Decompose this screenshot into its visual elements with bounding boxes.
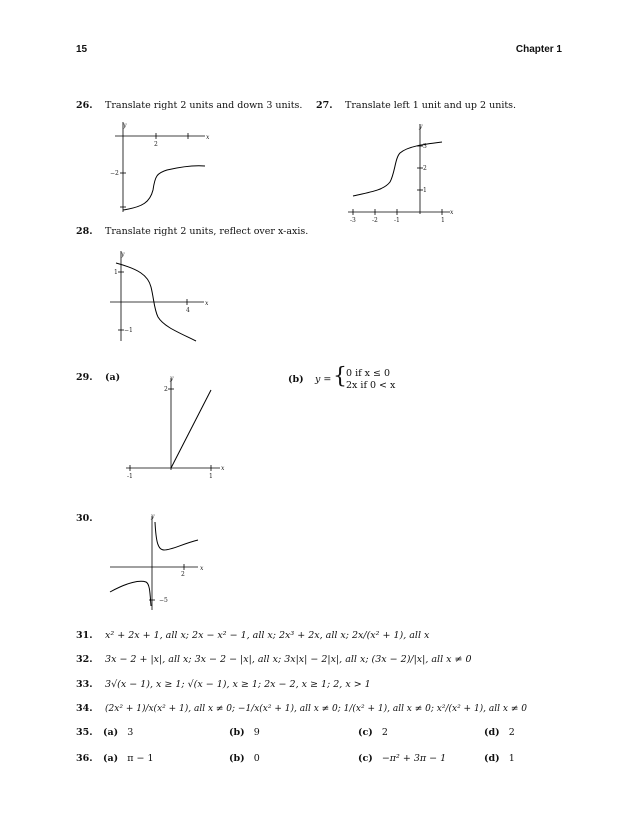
x-tick-label: -3 bbox=[350, 217, 356, 224]
problem-text: Translate right 2 units, reflect over x-axis. bbox=[105, 226, 309, 237]
part-d-label: (d) bbox=[484, 727, 500, 738]
problem-28 bbox=[76, 226, 308, 237]
problem-text: (2x² + 1)/x(x² + 1), all x ≠ 0; −1/x(x² + 1), all x ≠ 0; 1/(x² + 1), all x ≠ 0; x²/(x² + 1), all x ≠ 0 bbox=[105, 704, 527, 714]
piecewise-brace: { bbox=[333, 364, 347, 389]
problem-number: 34. bbox=[76, 703, 93, 714]
problem-text: Translate right 2 units and down 3 units. bbox=[105, 100, 303, 111]
graph-28 bbox=[108, 247, 228, 347]
problem-text: 3x − 2 + |x|, all x; 3x − 2 − |x|, all x; 3x|x| − 2|x|, all x; (3x − 2)/|x|, all x ≠ 0 bbox=[105, 654, 472, 665]
part-b-answer: 0 bbox=[253, 753, 260, 764]
piecewise-case-1: 0 if x ≤ 0 bbox=[346, 368, 391, 379]
chapter-title: Chapter 1 bbox=[515, 44, 562, 55]
x-axis-label: x bbox=[206, 134, 210, 141]
problem-34 bbox=[76, 703, 527, 714]
part-a-label: (a) bbox=[105, 372, 121, 383]
y-axis-label: y bbox=[170, 375, 174, 382]
page-number: 15 bbox=[76, 44, 88, 55]
y-tick-label: 1 bbox=[423, 187, 427, 194]
problem-number: 36. bbox=[76, 753, 93, 764]
problem-number: 28. bbox=[76, 226, 93, 237]
y-tick-label: 3 bbox=[423, 143, 427, 150]
x-tick-label: -1 bbox=[394, 217, 400, 224]
x-tick-label: 2 bbox=[154, 141, 158, 148]
part-a-label: (a) bbox=[103, 753, 119, 764]
y-axis-label: y bbox=[123, 122, 127, 129]
y-axis-label: y bbox=[121, 251, 125, 258]
graph-27 bbox=[346, 118, 466, 228]
graph-30 bbox=[108, 510, 218, 616]
y-tick-label: −1 bbox=[124, 327, 133, 334]
problem-26 bbox=[76, 100, 302, 111]
part-d-answer: 2 bbox=[508, 727, 515, 738]
part-b-answer: 9 bbox=[253, 727, 260, 738]
x-axis-label: x bbox=[221, 465, 225, 472]
y-axis-label: y bbox=[151, 513, 155, 520]
problem-number: 30. bbox=[76, 513, 93, 524]
graph-29 bbox=[122, 372, 232, 492]
problem-36 bbox=[76, 753, 566, 764]
problem-number: 32. bbox=[76, 654, 93, 665]
x-tick-label: 2 bbox=[181, 571, 185, 578]
y-axis-label: y bbox=[419, 123, 423, 130]
problem-31 bbox=[76, 630, 429, 641]
problem-30 bbox=[76, 513, 102, 524]
part-b-label: (b) bbox=[229, 753, 245, 764]
x-axis-label: x bbox=[205, 300, 209, 307]
x-tick-label: 4 bbox=[186, 307, 190, 314]
problem-27 bbox=[316, 100, 516, 111]
problem-29b bbox=[288, 374, 331, 385]
equation-lhs: y = bbox=[315, 374, 332, 385]
y-tick-label: −5 bbox=[159, 597, 168, 604]
part-b-label: (b) bbox=[288, 374, 304, 385]
x-tick-label: -2 bbox=[372, 217, 378, 224]
problem-text: x² + 2x + 1, all x; 2x − x² − 1, all x; 2x³ + 2x, all x; 2x/(x² + 1), all x bbox=[105, 630, 430, 641]
problem-number: 29. bbox=[76, 372, 93, 383]
problem-number: 27. bbox=[316, 100, 333, 111]
part-c-label: (c) bbox=[358, 753, 373, 764]
part-a-answer: 3 bbox=[127, 727, 134, 738]
problem-32 bbox=[76, 654, 472, 665]
x-tick-label: 1 bbox=[209, 473, 213, 480]
part-c-answer: −π² + 3π − 1 bbox=[381, 753, 447, 764]
part-b-label: (b) bbox=[229, 727, 245, 738]
y-tick-label: 2 bbox=[423, 165, 427, 172]
problem-29 bbox=[76, 372, 120, 383]
problem-text: 3√(x − 1), x ≥ 1; √(x − 1), x ≥ 1; 2x − 2, x ≥ 1; 2, x > 1 bbox=[105, 679, 371, 690]
part-c-label: (c) bbox=[358, 727, 373, 738]
part-d-label: (d) bbox=[484, 753, 500, 764]
problem-33 bbox=[76, 679, 371, 690]
problem-number: 26. bbox=[76, 100, 93, 111]
part-c-answer: 2 bbox=[381, 727, 388, 738]
y-tick-label: 1 bbox=[114, 269, 118, 276]
x-axis-label: x bbox=[450, 209, 454, 216]
part-a-answer: π − 1 bbox=[127, 753, 154, 764]
problem-number: 33. bbox=[76, 679, 93, 690]
x-axis-label: x bbox=[200, 565, 204, 572]
problem-35 bbox=[76, 727, 566, 738]
graph-26 bbox=[105, 118, 225, 218]
y-tick-label: 2 bbox=[164, 386, 168, 393]
x-tick-label: 1 bbox=[441, 217, 445, 224]
problem-text: Translate left 1 unit and up 2 units. bbox=[345, 100, 517, 111]
y-tick-label: −2 bbox=[110, 170, 119, 177]
part-a-label: (a) bbox=[103, 727, 119, 738]
x-tick-label: -1 bbox=[127, 473, 133, 480]
part-d-answer: 1 bbox=[508, 753, 515, 764]
problem-number: 31. bbox=[76, 630, 93, 641]
problem-number: 35. bbox=[76, 727, 93, 738]
piecewise-case-2: 2x if 0 < x bbox=[346, 380, 396, 391]
